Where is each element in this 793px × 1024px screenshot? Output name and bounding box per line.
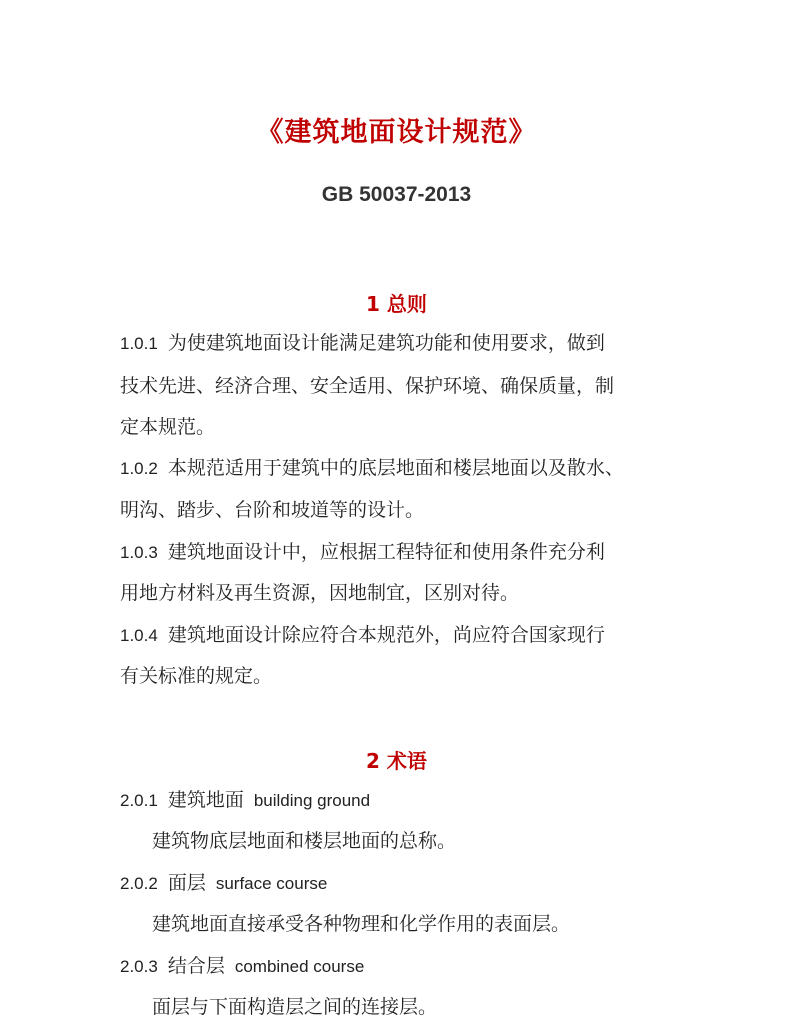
term-english: building ground — [253, 791, 371, 810]
term-number: 2.0.3 — [120, 957, 158, 976]
term-definition: 建筑地面直接承受各种物理和化学作用的表面层。 — [152, 913, 571, 935]
clause-text: 明沟、踏步、台阶和坡道等的设计。 — [120, 499, 425, 521]
clause-text: 建筑地面设计中，应根据工程特征和使用条件充分利 — [167, 541, 605, 563]
clause-text: 用地方材料及再生资源，因地制宜，区别对待。 — [120, 582, 520, 604]
clause-number: 1.0.4 — [120, 626, 158, 645]
term-chinese: 建筑地面 — [167, 789, 244, 811]
term-line — [120, 787, 680, 814]
clause-number: 1.0.1 — [120, 334, 158, 353]
document-title: 《建筑地面设计规范》 — [256, 117, 537, 148]
clause-text: 为使建筑地面设计能满足建筑功能和使用要求，做到 — [167, 332, 605, 354]
standard-code: GB 50037-2013 — [321, 183, 472, 206]
term-definition: 面层与下面构造层之间的连接层。 — [152, 996, 438, 1018]
clause-line — [120, 663, 680, 689]
clause-number: 1.0.3 — [120, 543, 158, 562]
clause-text: 定本规范。 — [120, 416, 216, 438]
term-definition: 建筑物底层地面和楼层地面的总称。 — [152, 830, 457, 852]
section-heading-general: 1 总则 — [366, 292, 427, 316]
term-chinese: 面层 — [167, 872, 206, 894]
term-english: combined course — [234, 957, 365, 976]
term-number: 2.0.2 — [120, 874, 158, 893]
term-number: 2.0.1 — [120, 791, 158, 810]
clause-line — [120, 330, 680, 357]
clause-text: 有关标准的规定。 — [120, 665, 273, 687]
clause-line — [120, 497, 680, 523]
clause-line — [120, 414, 680, 440]
clause-text: 建筑地面设计除应符合本规范外，尚应符合国家现行 — [167, 624, 605, 646]
section-heading-terms: 2 术语 — [366, 749, 427, 773]
clause-line — [120, 539, 680, 566]
term-line — [120, 953, 680, 980]
term-line — [120, 870, 680, 897]
clause-line — [120, 455, 680, 482]
term-english: surface course — [215, 874, 328, 893]
clause-line — [120, 622, 680, 649]
clause-line — [120, 580, 680, 606]
clause-line — [120, 373, 680, 399]
clause-text: 技术先进、经济合理、安全适用、保护环境、确保质量，制 — [120, 375, 615, 397]
clause-number: 1.0.2 — [120, 459, 158, 478]
clause-text: 本规范适用于建筑中的底层地面和楼层地面以及散水、 — [167, 457, 624, 479]
term-chinese: 结合层 — [167, 955, 225, 977]
